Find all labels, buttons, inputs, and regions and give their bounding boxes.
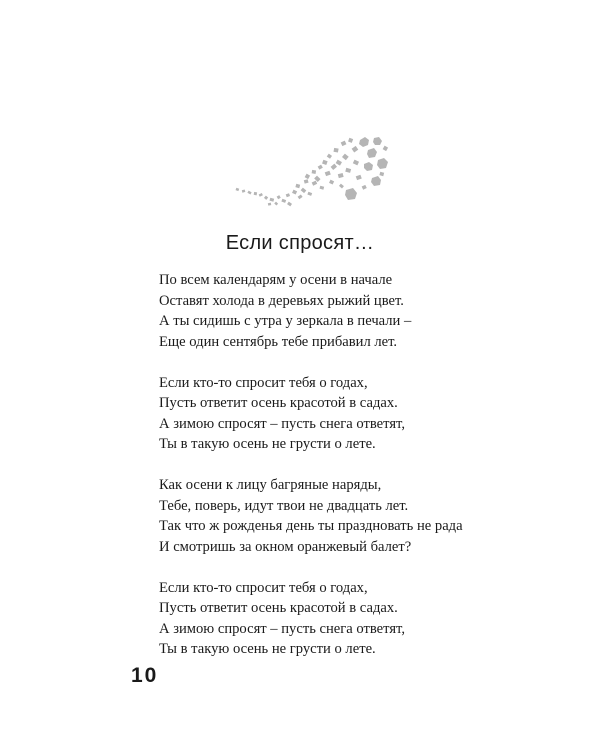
poem-title: Если спросят…	[225, 232, 375, 254]
poem-line: По всем календарям у осени в начале	[159, 272, 393, 288]
poem-line: Как осени к лицу багряные наряды,	[159, 477, 382, 493]
page-number: 10	[131, 664, 159, 687]
poem-line: А ты сидишь с утра у зеркала в печали –	[159, 313, 412, 329]
stanza	[159, 475, 489, 557]
poem-line: Еще один сентябрь тебе прибавил лет.	[159, 333, 398, 350]
poem-line: А зимою спросят – пусть снега ответят,	[159, 620, 405, 637]
stanza	[159, 373, 489, 455]
poem-line: Оставят холода в деревьях рыжий цвет.	[159, 292, 404, 309]
poem-line: Если кто-то спросит тебя о годах,	[159, 374, 368, 391]
poem-line: Тебе, поверь, идут твои не двадцать лет.	[159, 497, 409, 514]
poem-line: И смотришь за окном оранжевый балет?	[159, 538, 412, 555]
poem-line: Пусть ответит осень красотой в садах.	[159, 600, 398, 616]
poem-line: Ты в такую осень не грусти о лете.	[159, 641, 376, 657]
poem-line: Ты в такую осень не грусти о лете.	[159, 436, 376, 452]
stanza	[159, 270, 489, 352]
poem-line: Пусть ответит осень красотой в садах.	[159, 395, 398, 411]
poem-body	[159, 270, 489, 680]
poem-line: Если кто-то спросит тебя о годах,	[159, 579, 368, 596]
falling-leaves-icon	[228, 130, 398, 220]
poem-line: Так что ж рожденья день ты праздновать не рада	[159, 518, 463, 534]
stanza	[159, 578, 489, 660]
poem-line: А зимою спросят – пусть снега ответят,	[159, 415, 405, 432]
